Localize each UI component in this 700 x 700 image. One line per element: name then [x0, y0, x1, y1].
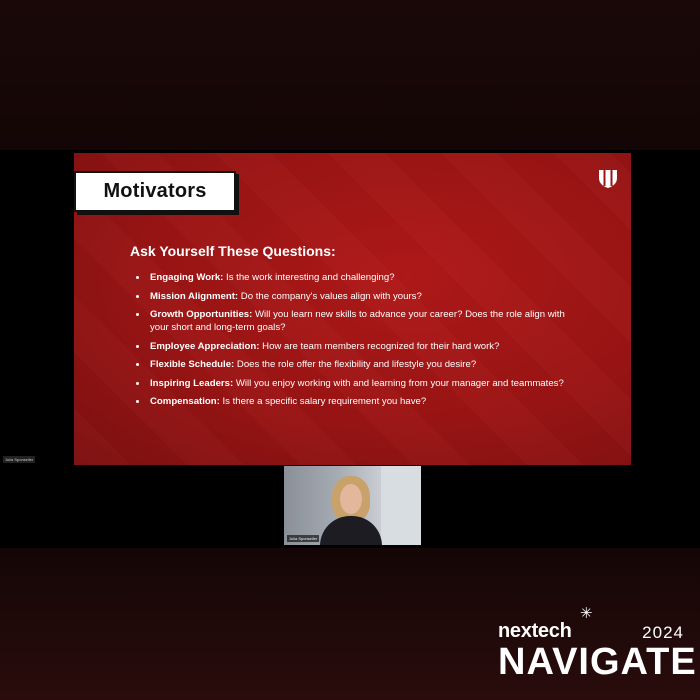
presenter-name-tag: Julia Sponseller	[5, 457, 34, 462]
list-item	[136, 290, 576, 303]
shared-slide	[74, 153, 631, 465]
list-item	[136, 271, 576, 284]
bullet-label: Employee Appreciation:	[150, 340, 260, 352]
video-background	[381, 466, 421, 545]
bullet-text: Is the work interesting and challenging?	[223, 272, 395, 283]
slide-subtitle: Ask Yourself These Questions:	[130, 243, 336, 259]
bullet-label: Compensation:	[150, 396, 220, 407]
event-name: NAVIGATE	[498, 641, 697, 683]
bullet-text: Does the role offer the flexibility and lifestyle you desire?	[234, 359, 477, 370]
list-item	[136, 395, 576, 408]
participant-name-tag: Julia Sponseller	[289, 536, 318, 541]
list-item	[136, 358, 576, 371]
participant-video-tile[interactable]	[284, 466, 421, 545]
bullet-label: Engaging Work:	[150, 272, 224, 283]
bullet-label: Growth Opportunities:	[150, 309, 253, 320]
bullet-label: Mission Alignment:	[150, 290, 239, 302]
list-item	[136, 340, 576, 353]
bullet-text: Will you learn new skills to advance your career? Does the role align with your short and long-term goals?	[150, 309, 565, 333]
asterisk-spark-icon: ✳	[580, 605, 593, 622]
bullet-text: Is there a specific salary requirement you have?	[219, 396, 427, 407]
slide-title-box	[74, 171, 236, 212]
participant-face	[340, 484, 362, 514]
bullet-text: Will you enjoy working with and learning from your manager and teammates?	[233, 377, 564, 389]
list-item	[136, 377, 576, 390]
shield-stripes-icon	[597, 167, 619, 189]
bullet-label: Flexible Schedule:	[150, 359, 235, 370]
bullet-label: Inspiring Leaders:	[150, 377, 234, 389]
participant-body	[320, 516, 382, 545]
motivator-list	[136, 271, 576, 414]
nextech-logo-text: nextech	[498, 620, 572, 642]
slide-title: Motivators	[103, 180, 207, 202]
bullet-text: Do the company's values align with yours?	[238, 290, 422, 302]
event-year: 2024	[642, 623, 684, 642]
list-item	[136, 308, 576, 334]
bullet-text: How are team members recognized for their hard work?	[259, 340, 500, 352]
event-branding	[498, 604, 697, 688]
